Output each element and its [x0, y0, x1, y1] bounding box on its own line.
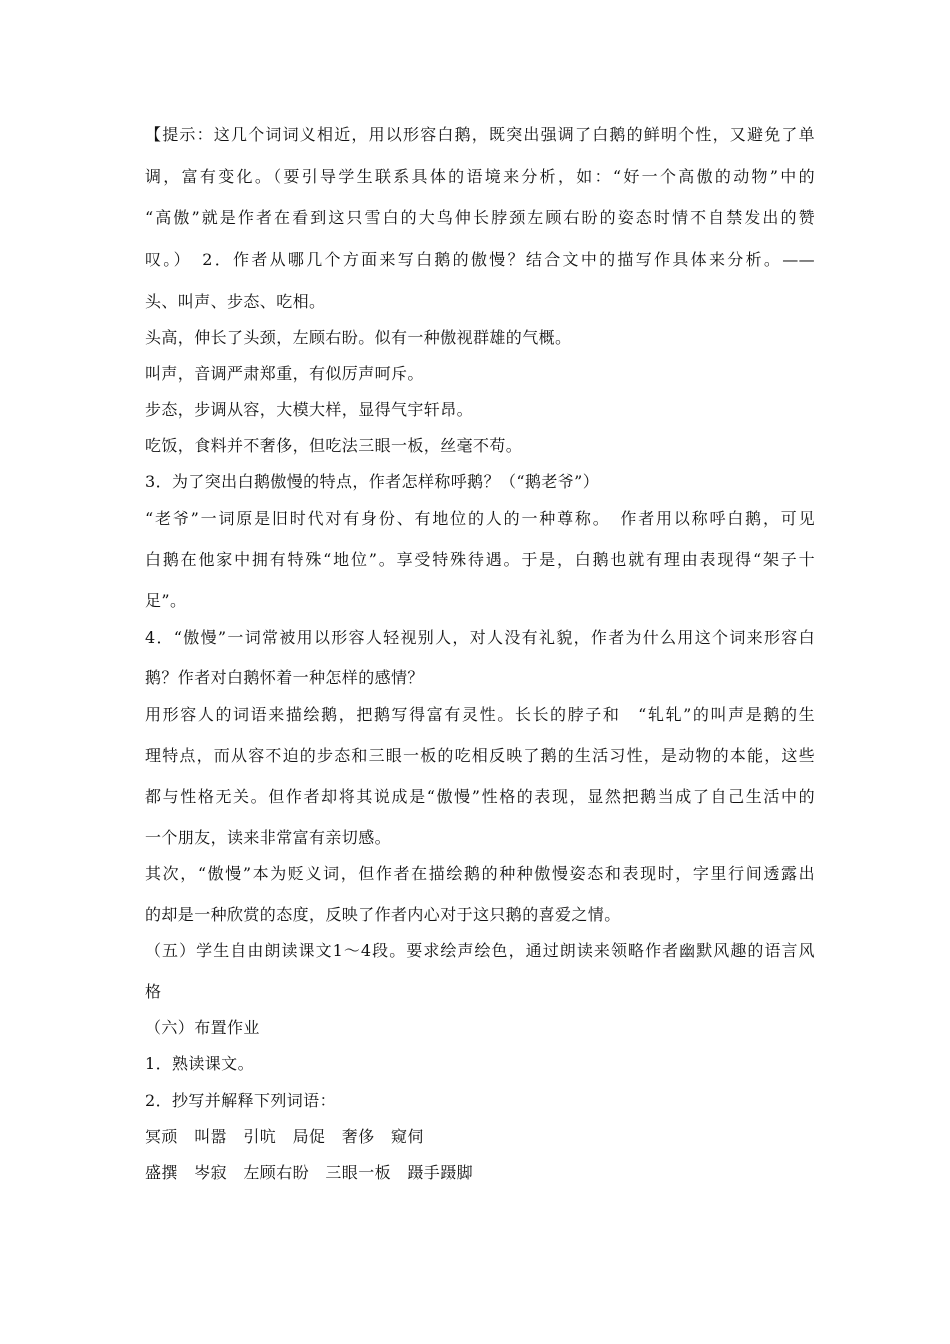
text-line: 都与性格无关。但作者却将其说成是“傲慢”性格的表现，显然把鹅当成了自己生活中的 [145, 787, 815, 806]
text-line: “老爷”一词原是旧时代对有身份、有地位的人的一种尊称。 作者用以称呼白鹅，可见 [145, 509, 815, 528]
text-line: 头高，伸长了头颈，左顾右盼。似有一种傲视群雄的气概。 [145, 328, 572, 347]
text-line: （五）学生自由朗读课文1～4段。要求绘声绘色，通过朗读来领略作者幽默风趣的语言风 [145, 941, 815, 960]
text-line: 步态，步调从容，大模大样，显得气宇轩昂。 [145, 400, 474, 419]
text-line: 叫声，音调严肃郑重，有似厉声呵斥。 [145, 364, 424, 383]
text-line: 理特点，而从容不迫的步态和三眼一板的吃相反映了鹅的生活习性，是动物的本能，这些 [145, 746, 815, 765]
text-line: 叹。） 2．作者从哪几个方面来写白鹅的傲慢？结合文中的描写作具体来分析。—— [145, 250, 815, 269]
list-item: 1．熟读课文。 [145, 1054, 254, 1073]
text-line: 3．为了突出白鹅傲慢的特点，作者怎样称呼鹅？（“鹅老爷”） [145, 472, 600, 491]
word-list: 盛撰 岑寂 左顾右盼 三眼一板 蹑手蹑脚 [145, 1163, 474, 1182]
text-line: 用形容人的词语来描绘鹅，把鹅写得富有灵性。长长的脖子和 “轧轧”的叫声是鹅的生 [145, 705, 815, 724]
text-line: “高傲”就是作者在看到这只雪白的大鸟伸长脖颈左顾右盼的姿态时情不自禁发出的赞 [145, 208, 815, 227]
text-line: 足”。 [145, 591, 187, 610]
text-line: 格 [145, 982, 162, 1001]
text-line: 一个朋友，读来非常富有亲切感。 [145, 828, 392, 847]
text-line: 调，富有变化。（要引导学生联系具体的语境来分析，如：“好一个高傲的动物”中的 [145, 167, 815, 186]
text-line: 吃饭，食料并不奢侈，但吃法三眼一板，丝毫不苟。 [145, 436, 523, 455]
text-line: 的却是一种欣赏的态度，反映了作者内心对于这只鹅的喜爱之情。 [145, 905, 621, 924]
text-line: 【提示：这几个词词义相近，用以形容白鹅，既突出强调了白鹅的鲜明个性，又避免了单 [145, 125, 815, 144]
section-heading: （六）布置作业 [145, 1018, 260, 1037]
text-line: 头、叫声、步态、吃相。 [145, 292, 326, 311]
list-item: 2．抄写并解释下列词语： [145, 1091, 336, 1110]
text-line: 4．“傲慢”一词常被用以形容人轻视别人，对人没有礼貌，作者为什么用这个词来形容白 [145, 628, 815, 647]
text-line: 其次，“傲慢”本为贬义词，但作者在描绘鹅的种种傲慢姿态和表现时，字里行间透露出 [145, 864, 815, 883]
word-list: 冥顽 叫嚣 引吭 局促 奢侈 窥伺 [145, 1127, 424, 1146]
text-line: 鹅？作者对白鹅怀着一种怎样的感情？ [145, 668, 424, 687]
text-line: 白鹅在他家中拥有特殊“地位”。享受特殊待遇。于是，白鹅也就有理由表现得“架子十 [145, 550, 815, 569]
